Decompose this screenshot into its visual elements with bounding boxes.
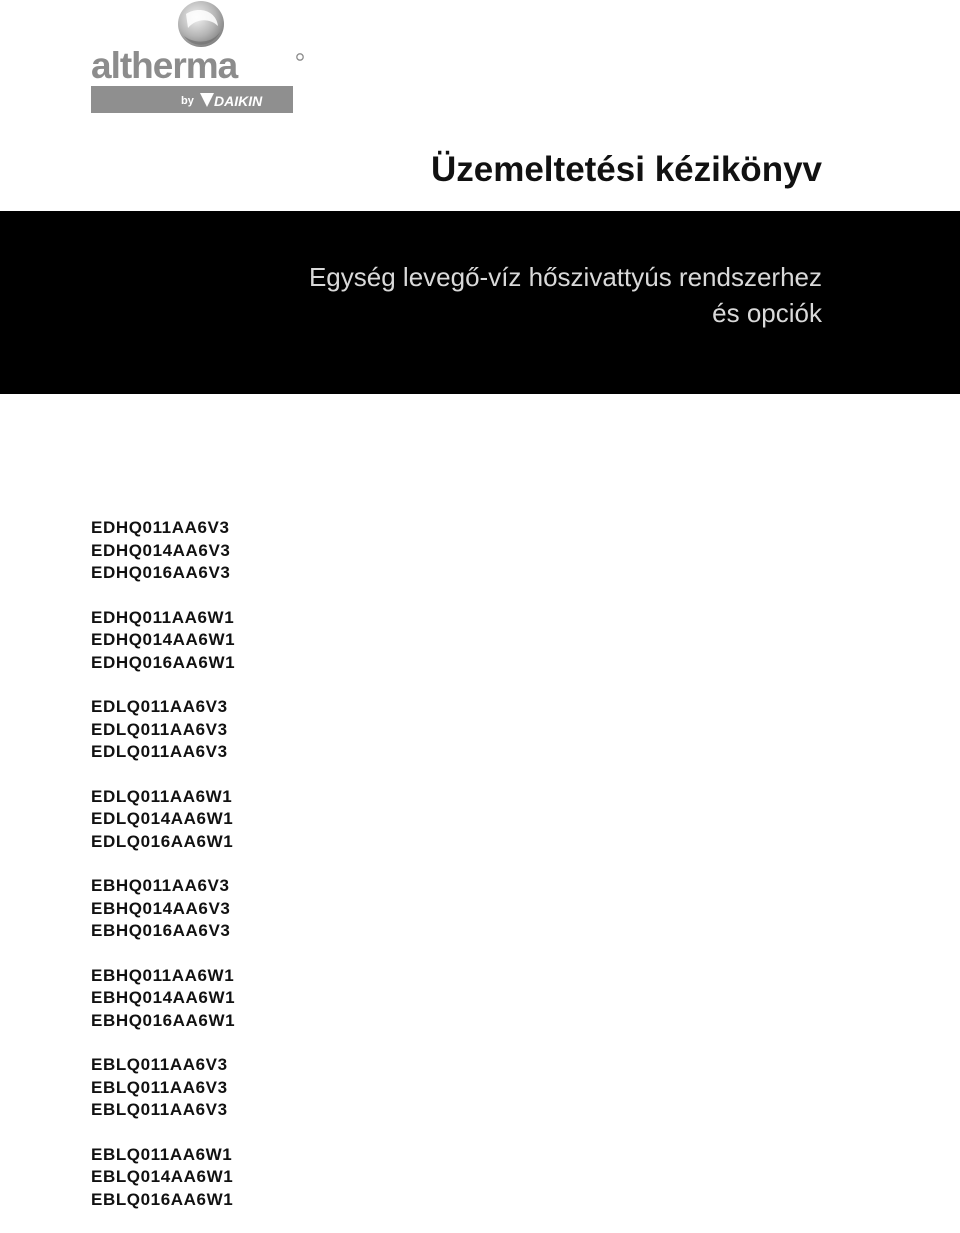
model-group-3 — [91, 696, 235, 764]
logo-wordmark: altherma — [91, 45, 238, 86]
subtitle-line-1: Egység levegő-víz hőszivattyús rendszerhez — [308, 262, 822, 292]
model-code: EDLQ011AA6V3 — [91, 742, 228, 761]
page-title: Üzemeltetési kézikönyv — [430, 150, 822, 189]
swirl-icon — [178, 1, 224, 47]
model-code: EDHQ014AA6W1 — [91, 630, 236, 649]
altherma-daikin-logo — [90, 0, 310, 116]
model-code: EDHQ016AA6V3 — [91, 563, 231, 582]
model-code: EBHQ016AA6W1 — [91, 1010, 236, 1030]
model-code: EDLQ011AA6V3 — [91, 697, 228, 716]
subtitle — [309, 259, 822, 331]
model-code: EDLQ014AA6W1 — [91, 809, 234, 828]
model-list — [91, 517, 235, 1233]
model-code: EBLQ014AA6W1 — [91, 1167, 234, 1186]
subtitle-band — [0, 211, 960, 394]
model-code: EDHQ016AA6W1 — [91, 652, 236, 672]
model-code: EBLQ011AA6V3 — [91, 1100, 228, 1119]
model-code: EBHQ016AA6V3 — [91, 921, 231, 940]
model-code: EBLQ016AA6W1 — [91, 1189, 234, 1209]
model-code: EDHQ011AA6W1 — [91, 607, 235, 627]
model-code: EDHQ011AA6V3 — [91, 518, 230, 537]
model-code: EBHQ011AA6W1 — [91, 965, 235, 985]
model-code: EBLQ011AA6V3 — [91, 1077, 228, 1097]
model-code: EBHQ011AA6V3 — [91, 876, 230, 895]
model-group-5 — [91, 875, 235, 943]
logo-by-text: by — [181, 95, 194, 107]
model-code: EDLQ011AA6V3 — [91, 719, 228, 739]
registered-mark — [297, 54, 303, 60]
model-group-1 — [91, 517, 235, 585]
model-code: EBLQ011AA6W1 — [91, 1144, 233, 1164]
model-group-4 — [91, 786, 235, 854]
model-code: EBHQ014AA6W1 — [91, 988, 236, 1007]
model-code: EDHQ014AA6V3 — [91, 540, 231, 560]
model-group-7 — [91, 1054, 235, 1122]
model-code: EBLQ011AA6V3 — [91, 1055, 228, 1074]
model-code: EBHQ014AA6V3 — [91, 898, 231, 918]
model-group-2 — [91, 607, 235, 675]
model-code: EDLQ016AA6W1 — [91, 831, 234, 851]
model-group-8 — [91, 1144, 235, 1212]
logo-brand-daikin: DAIKIN — [214, 93, 263, 109]
subtitle-line-2: és opciók — [712, 298, 822, 328]
model-code: EDLQ011AA6W1 — [91, 786, 233, 806]
model-group-6 — [91, 965, 235, 1033]
